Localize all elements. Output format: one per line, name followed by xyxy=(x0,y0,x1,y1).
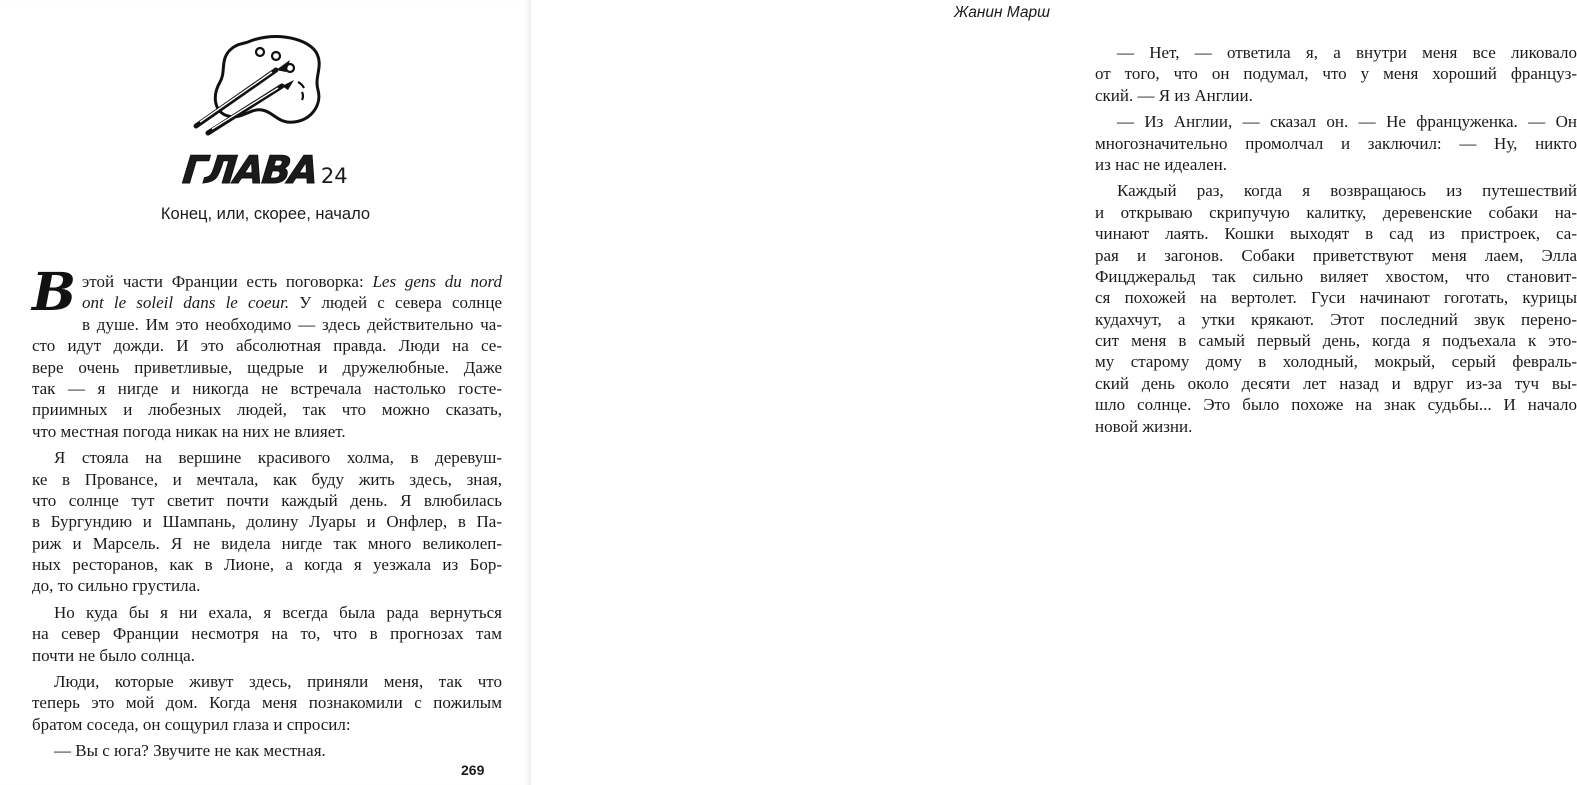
text-line: что местная погода никак на них не влияет. xyxy=(32,421,346,441)
right-page xyxy=(531,0,1577,785)
text-line: ных ресторанов, как в Лионе, а когда я уезжала из Бор- xyxy=(32,555,502,575)
text-line: — Нет, — ответила я, а внутри меня все ликовало xyxy=(1117,43,1577,62)
chapter-heading xyxy=(0,148,531,192)
paragraph xyxy=(1095,180,1577,437)
text-line: рая и загонов. Собаки приветствуют меня лаем, Элла xyxy=(1095,245,1577,265)
text-line: в душе. Им это необходимо — здесь действительно ча- xyxy=(81,314,502,334)
text-line: — Вы с юга? Звучите не как местная. xyxy=(54,741,326,761)
page-number: 269 xyxy=(461,762,485,778)
chapter-title: Конец, или, скорее, начало xyxy=(160,205,371,223)
text-line: ке в Провансе, и мечтала, как буду жить здесь, зная, xyxy=(32,469,502,489)
chapter-number: 24 xyxy=(320,164,348,188)
paint-palette-icon xyxy=(190,30,330,135)
text-line: из нас не идеален. xyxy=(1095,154,1227,174)
text-line: ский день около десяти лет назад и вдруг из-за туч вы- xyxy=(1095,373,1577,393)
text-line: в Бургундию и Шампань, долину Луары и Онфлер, в Па- xyxy=(32,512,502,532)
text-line: почти не было солнца. xyxy=(32,645,195,665)
text-line: многозначительно промолчал и заключил: — Ну, никто xyxy=(1095,133,1577,153)
text-line: на север Франции несмотря на то, что в прогнозах там xyxy=(32,624,502,644)
text-line: Люди, которые живут здесь, приняли меня, так что xyxy=(54,672,502,692)
text-line: кудахчут, а утки крякают. Этот последний звук перено- xyxy=(1095,309,1577,329)
paragraph xyxy=(32,602,502,666)
paragraph xyxy=(32,671,502,735)
text-line: Фицджеральд так сильно виляет хвостом, что становит- xyxy=(1095,266,1577,286)
text-line: сто идут дожди. И это абсолютная правда. Люди на се- xyxy=(32,336,502,356)
text-line: ский. — Я из Англии. xyxy=(1095,85,1253,105)
paragraph xyxy=(32,447,502,597)
text-line: — Из Англии, — сказал он. — Не француженка. — Он xyxy=(1117,112,1577,132)
text-line: Я стояла на вершине красивого холма, в деревуш- xyxy=(54,448,502,468)
text-line: теперь это мой дом. Когда меня познакомили с пожилым xyxy=(32,693,502,713)
text-line: чинают лаять. Кошки выходят в сад из пристроек, са- xyxy=(1095,224,1577,244)
text-line: Но куда бы я ни ехала, я всегда была рада вернуться xyxy=(54,602,502,622)
paragraph xyxy=(1095,42,1577,106)
text-line: так — я нигде и никогда не встречала настолько госте- xyxy=(32,378,502,398)
text-line: сит меня в самый первый день, когда я подъехала к это- xyxy=(1095,331,1577,351)
text-line: этой части Франции есть поговорка: Les gens du nord xyxy=(81,272,502,291)
paragraph xyxy=(1095,111,1577,175)
text-line: ся похожей на вертолет. Гуси начинают гоготать, курицы xyxy=(1095,288,1577,308)
text-line: и открываю скрипучую калитку, деревенские собаки на- xyxy=(1095,202,1577,222)
text-line: ont le soleil dans le coeur. У людей с севера солнце xyxy=(81,293,503,313)
drop-cap: В xyxy=(32,262,76,323)
text-line: от того, что он подумал, что у меня хороший француз- xyxy=(1095,64,1577,84)
left-body-text xyxy=(32,262,503,762)
text-line: что солнце тут светит почти каждый день. Я влюбилась xyxy=(32,490,502,510)
chapter-word: ГЛАВА xyxy=(181,148,320,192)
paragraph xyxy=(32,740,502,761)
text-line: новой жизни. xyxy=(1095,416,1193,436)
text-line: до, то сильно грустила. xyxy=(32,576,201,596)
text-line: вере очень приветливые, щедрые и дружелюбные. Даже xyxy=(32,357,502,377)
text-line: шло солнце. Это было похоже на знак судьбы... И начало xyxy=(1095,395,1577,415)
running-head: Жанин Марш xyxy=(953,4,1050,21)
text-line: Каждый раз, когда я возвращаюсь из путешествий xyxy=(1117,181,1577,201)
text-line: му старому дому в холодный, мокрый, серый февраль- xyxy=(1095,352,1577,372)
right-body-text xyxy=(1095,42,1577,437)
left-page xyxy=(0,0,531,785)
first-paragraph xyxy=(32,262,503,442)
text-line: риж и Марсель. Я не видела нигде так много великолеп- xyxy=(32,533,502,553)
text-line: приимных и любезных людей, так что можно сказать, xyxy=(32,400,502,420)
text-line: братом соседа, он сощурил глаза и спросил: xyxy=(32,714,351,734)
